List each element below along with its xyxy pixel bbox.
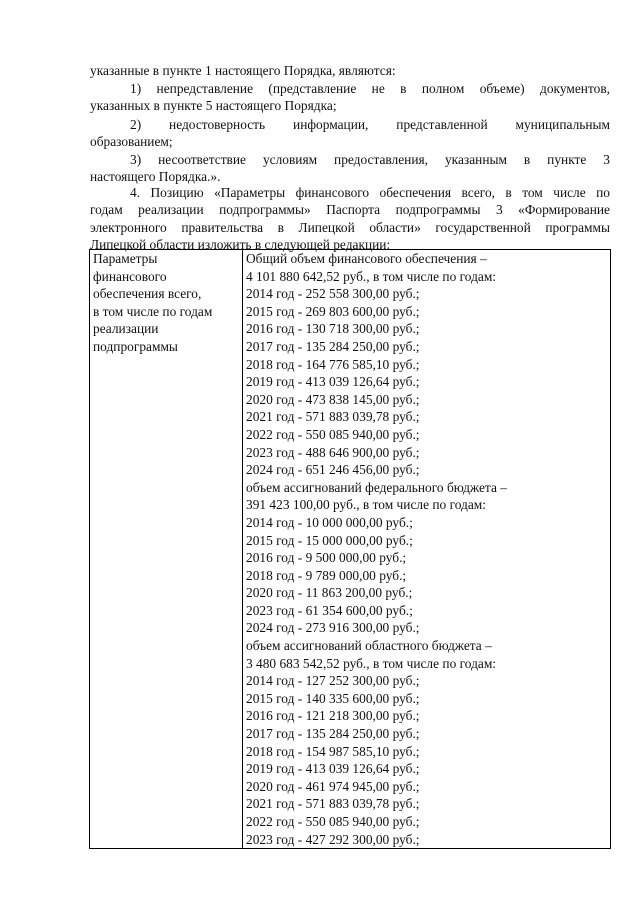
cell-text-line: 2015 год - 140 335 600,00 руб.; (246, 690, 420, 706)
cell-text-line: 2015 год - 15 000 000,00 руб.; (246, 532, 413, 548)
text-line: Липецкой области изложить в следующей редакции: (90, 237, 391, 253)
cell-text-line: 2020 год - 473 838 145,00 руб.; (246, 391, 420, 407)
cell-text-line: 2014 год - 127 252 300,00 руб.; (246, 673, 420, 689)
parameter-value-cell (243, 250, 611, 849)
text-line: 3) несоответствие условиям предоставления, указанным в пункте 3 (130, 152, 610, 167)
cell-text-line: финансового (93, 268, 167, 284)
item-1-paragraph (90, 80, 610, 115)
cell-text-line: 391 423 100,00 руб., в том числе по годам: (246, 497, 486, 513)
text-line: 1) непредставление (представление не в полном объеме) документов, (130, 81, 610, 96)
cell-text-line: 2020 год - 461 974 945,00 руб.; (246, 778, 420, 794)
item-2-paragraph (90, 116, 610, 151)
cell-text-line: 2016 год - 130 718 300,00 руб.; (246, 321, 420, 337)
cell-text-line: 2022 год - 550 085 940,00 руб.; (246, 426, 420, 442)
cell-text-line: 2019 год - 413 039 126,64 руб.; (246, 374, 420, 390)
cell-text-line: 2016 год - 121 218 300,00 руб.; (246, 708, 420, 724)
text-line: 2) недостоверность информации, представленной муниципальным (130, 117, 610, 132)
cell-text-line: объем ассигнований областного бюджета – (246, 638, 492, 654)
text-line: образованием; (90, 134, 173, 150)
text-line: 4. Позицию «Параметры финансового обеспечения всего, в том числе по (130, 185, 610, 200)
cell-text-line: подпрограммы (93, 338, 178, 354)
cell-text-line: 2019 год - 413 039 126,64 руб.; (246, 761, 420, 777)
cell-text-line: 2023 год - 488 646 900,00 руб.; (246, 444, 420, 460)
cell-text-line: объем ассигнований федерального бюджета – (246, 479, 507, 495)
cell-text-line: Параметры (93, 251, 158, 266)
cell-text-line: 2022 год - 550 085 940,00 руб.; (246, 814, 420, 829)
cell-text-line: 3 480 683 542,52 руб., в том числе по годам: (246, 655, 497, 671)
cell-text-line: 2023 год - 61 354 600,00 руб.; (246, 602, 413, 618)
parameter-name-cell (90, 250, 243, 849)
item-3-paragraph (90, 151, 610, 186)
cell-text-line: 2014 год - 252 558 300,00 руб.; (246, 286, 420, 302)
cell-text-line: 2021 год - 571 883 039,78 руб.; (246, 409, 420, 425)
cell-text-line: 2015 год - 269 803 600,00 руб.; (246, 303, 420, 319)
text-line: указанные в пункте 1 настоящего Порядка, являются: (90, 63, 396, 78)
table-row (90, 250, 611, 849)
cell-text-line: 2014 год - 10 000 000,00 руб.; (246, 514, 413, 530)
text-line: годам реализации подпрограммы» Паспорта подпрограммы 3 «Формирование (90, 202, 610, 218)
cell-text-line: обеспечения всего, (93, 286, 202, 302)
funding-parameters-table (89, 249, 611, 849)
cell-text-line: 2020 год - 11 863 200,00 руб.; (246, 585, 413, 601)
cell-text-line: Общий объем финансового обеспечения – (246, 251, 487, 266)
text-line: указанных в пункте 5 настоящего Порядка; (90, 98, 337, 114)
cell-text-line: 2018 год - 9 789 000,00 руб.; (246, 567, 407, 583)
cell-text-line: 2021 год - 571 883 039,78 руб.; (246, 796, 420, 812)
cell-text-line: 2023 год - 427 292 300,00 руб.; (246, 831, 420, 847)
cell-text-line: 2017 год - 135 284 250,00 руб.; (246, 338, 420, 354)
text-line: настоящего Порядка.». (90, 169, 221, 185)
cell-text-line: в том числе по годам (93, 303, 213, 319)
cell-text-line: 2018 год - 154 987 585,10 руб.; (246, 743, 420, 759)
cell-text-line: реализации (93, 321, 159, 337)
cell-text-line: 2016 год - 9 500 000,00 руб.; (246, 550, 407, 566)
item-4-paragraph (90, 184, 610, 254)
intro-paragraph (90, 62, 610, 79)
cell-text-line: 4 101 880 642,52 руб., в том числе по годам: (246, 268, 497, 284)
cell-text-line: 2017 год - 135 284 250,00 руб.; (246, 726, 420, 742)
cell-text-line: 2018 год - 164 776 585,10 руб.; (246, 356, 420, 372)
text-line: электронного правительства в Липецкой области» государственной программы (90, 219, 610, 235)
cell-text-line: 2024 год - 273 916 300,00 руб.; (246, 620, 420, 636)
cell-text-line: 2024 год - 651 246 456,00 руб.; (246, 462, 420, 478)
